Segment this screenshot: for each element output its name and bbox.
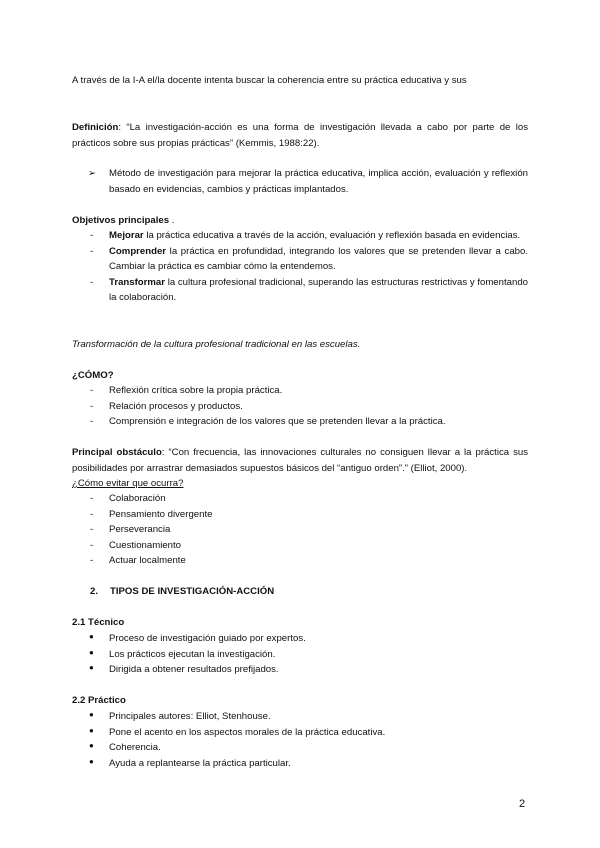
list-item: ● Coherencia. — [72, 740, 528, 756]
list-item: ● Proceso de investigación guiado por expertos. — [72, 631, 528, 647]
list-item: - Comprender la práctica en profundidad, integrando los valores que se pretenden llevar a cabo. Cambiar la práctica es cambiar cómo la entendemos. — [72, 244, 528, 275]
list-item: - Comprensión e integración de los valores que se pretenden llevar a la práctica. — [72, 414, 528, 430]
objectives-list — [72, 228, 528, 306]
list-item: - Actuar localmente — [72, 553, 528, 569]
list-item: ● Principales autores: Elliot, Stenhouse. — [72, 709, 528, 725]
list-item: - Colaboración — [72, 491, 528, 507]
list-item: ● Dirigida a obtener resultados prefijados. — [72, 662, 528, 678]
practico-list — [72, 709, 528, 771]
list-item: ● Los prácticos ejecutan la investigación. — [72, 647, 528, 663]
como-heading: ¿CÓMO? — [72, 370, 114, 381]
transformation-note: Transformación de la cultura profesional tradicional en las escuelas. — [72, 339, 361, 350]
method-text: Método de investigación para mejorar la práctica educativa, implica acción, evaluación y reflexión basado en evidencias, cambios y prácticas implantados. — [109, 168, 528, 195]
method-item — [72, 166, 528, 197]
avoid-heading: ¿Cómo evitar que ocurra? — [72, 478, 184, 489]
tecnico-heading: 2.1 Técnico — [72, 617, 125, 628]
list-item: - Perseverancia — [72, 522, 528, 538]
definition-label: Definición — [72, 122, 119, 133]
obstacle-text: : “Con frecuencia, las innovaciones culturales no consiguen llevar a la práctica sus posibilidades por arrastrar demasiados supuestos básicos del “antiguo orden”.” (Elliot, 2000). — [72, 447, 528, 474]
section-2-heading: 2. TIPOS DE INVESTIGACIÓN-ACCIÓN — [90, 586, 275, 597]
definition-text: : “La investigación-acción es una forma de investigación llevada a cabo por parte de los prácticos sobre sus propias prácticas” (Kemmis, 1988:22). — [72, 122, 528, 149]
list-item: - Relación procesos y productos. — [72, 399, 528, 415]
tecnico-list — [72, 631, 528, 678]
definition-paragraph — [72, 120, 528, 151]
como-list — [72, 383, 528, 430]
list-item: - Reflexión crítica sobre la propia práctica. — [72, 383, 528, 399]
list-item: - Mejorar la práctica educativa a través de la acción, evaluación y reflexión basada en evidencias. — [72, 228, 528, 244]
list-item: - Transformar la cultura profesional tradicional, superando las estructuras restrictivas y fomentando la colaboración. — [72, 275, 528, 306]
obstacle-label: Principal obstáculo — [72, 447, 162, 458]
list-item: ● Pone el acento en los aspectos morales de la práctica educativa. — [72, 725, 528, 741]
practico-heading: 2.2 Práctico — [72, 695, 126, 706]
avoid-list — [72, 491, 528, 569]
list-item: ● Ayuda a replantearse la práctica particular. — [72, 756, 528, 772]
obstacle-paragraph — [72, 445, 528, 476]
page-number: 2 — [519, 798, 526, 810]
intro-paragraph: A través de la I-A el/la docente intenta buscar la coherencia entre su práctica educativa y sus — [72, 75, 467, 86]
arrow-bullet-icon: ➢ — [88, 168, 97, 179]
list-item: - Pensamiento divergente — [72, 507, 528, 523]
objectives-heading: Objetivos principales . — [72, 215, 175, 226]
list-item: - Cuestionamiento — [72, 538, 528, 554]
